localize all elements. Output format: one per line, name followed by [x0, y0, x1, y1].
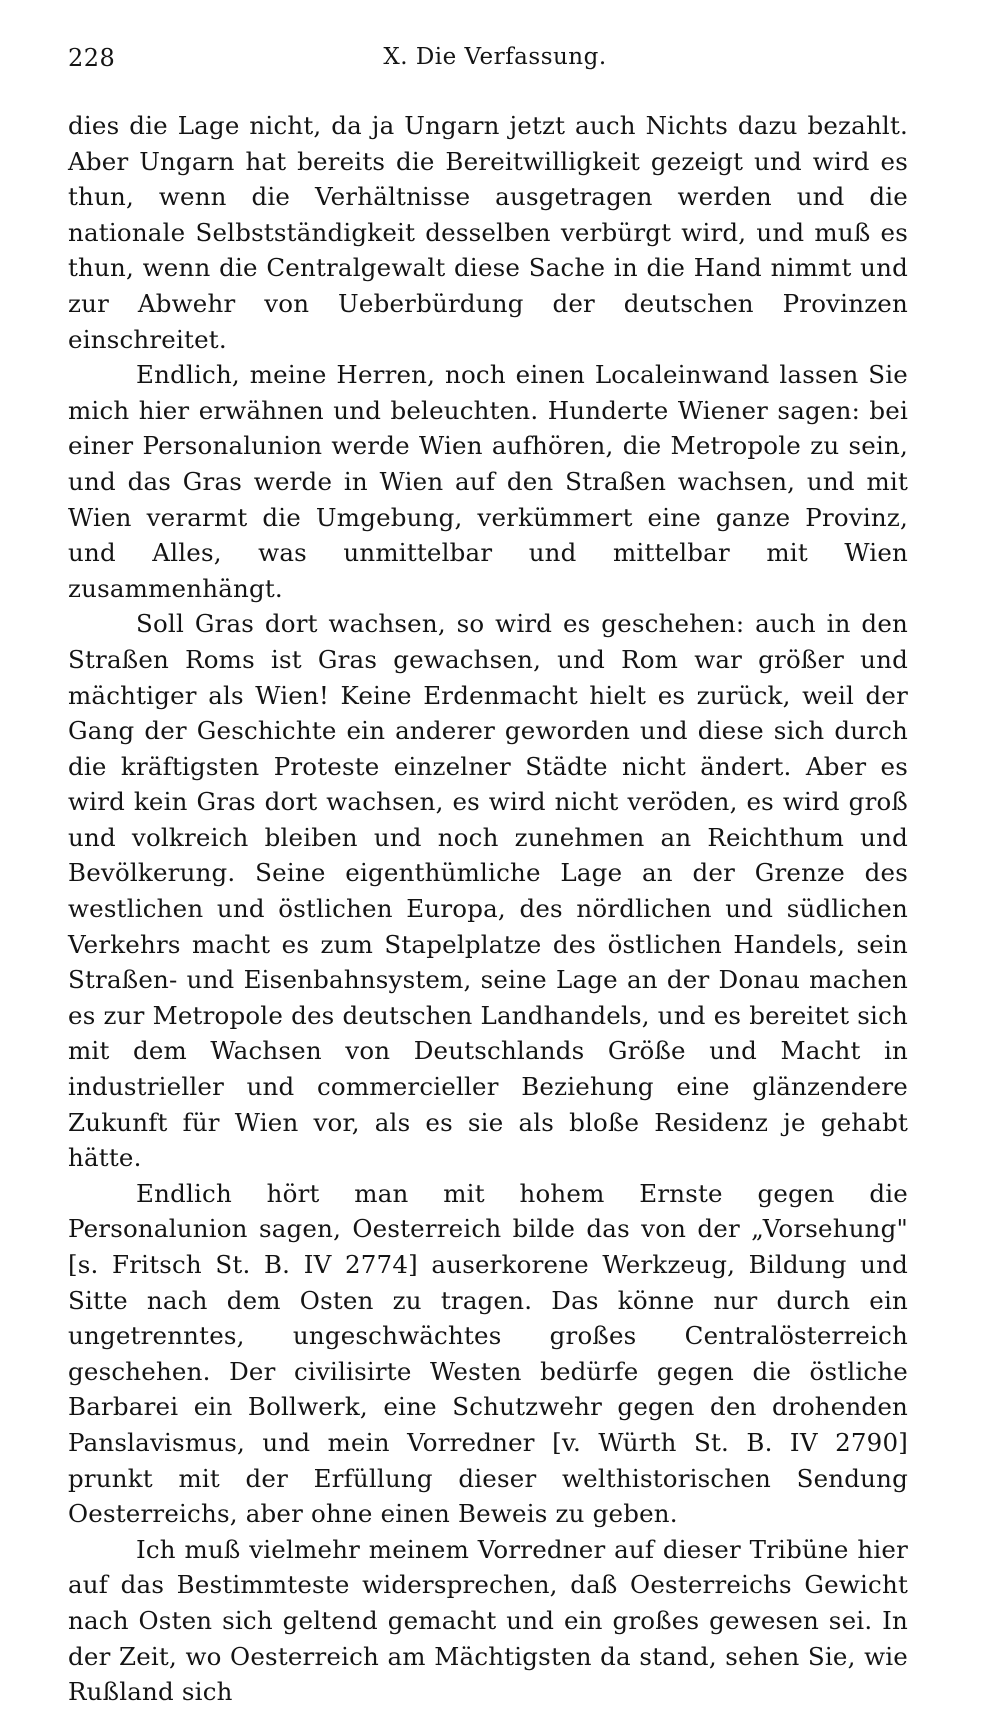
body-text	[68, 108, 908, 1710]
paragraph: Soll Gras dort wachsen, so wird es geschehen: auch in den Straßen Roms ist Gras gewachsen, und Rom war größer und mächtiger als Wien! Keine Erdenmacht hielt es zurück, weil der Gang der Geschichte ein anderer geworden und diese sich durch die kräftigsten Proteste einzelner Städte nicht ändert. Aber es wird kein Gras dort wachsen, es wird nicht veröden, es wird groß und volkreich bleiben und noch zunehmen an Reichthum und Bevölkerung. Seine eigenthümliche Lage an der Grenze des westlichen und östlichen Europa, des nördlichen und südlichen Verkehrs macht es zum Stapelplatze des östlichen Handels, sein Straßen- und Eisenbahnsystem, seine Lage an der Donau machen es zur Metropole des deutschen Landhandels, und es bereitet sich mit dem Wachsen von Deutschlands Größe und Macht in industrieller und commercieller Beziehung eine glänzendere Zukunft für Wien vor, als es sie als bloße Residenz je gehabt hätte.	[68, 609, 908, 1173]
paragraph: Ich muß vielmehr meinem Vorredner auf dieser Tribüne hier auf das Bestimmteste widersprechen, daß Oesterreichs Gewicht nach Osten sich geltend gemacht und ein großes gewesen sei. In der Zeit, wo Oesterreich am Mächtigsten da stand, sehen Sie, wie Rußland sich	[68, 1534, 908, 1707]
running-head: X. Die Verfassung.	[383, 44, 607, 70]
paragraph: Endlich, meine Herren, noch einen Localeinwand lassen Sie mich hier erwähnen und beleuchten. Hunderte Wiener sagen: bei einer Personalunion werde Wien aufhören, die Metropole zu sein, und das Gras werde in Wien auf den Straßen wachsen, und mit Wien verarmt die Umgebung, verkümmert eine ganze Provinz, und Alles, was unmittelbar und mittelbar mit Wien zusammenhängt.	[68, 360, 908, 603]
page-number: 228	[68, 44, 116, 72]
paragraph: dies die Lage nicht, da ja Ungarn jetzt auch Nichts dazu bezahlt. Aber Ungarn hat bereits die Bereitwilligkeit gezeigt und wird es thun, wenn die Verhältnisse ausgetragen werden und die nationale Selbstständigkeit desselben verbürgt wird, und muß es thun, wenn die Centralgewalt diese Sache in die Hand nimmt und zur Abwehr von Ueberbürdung der deutschen Provinzen einschreitet.	[68, 111, 908, 354]
paragraph: Endlich hört man mit hohem Ernste gegen die Personalunion sagen, Oesterreich bilde das von der „Vorsehung" [s. Fritsch St. B. IV 2774] auserkorene Werkzeug, Bildung und Sitte nach dem Osten zu tragen. Das könne nur durch ein ungetrenntes, ungeschwächtes großes Centralösterreich geschehen. Der civilisirte Westen bedürfe gegen die östliche Barbarei ein Bollwerk, eine Schutzwehr gegen den drohenden Panslavismus, und mein Vorredner [v. Würth St. B. IV 2790] prunkt mit der Erfüllung dieser welthistorischen Sendung Oesterreichs, aber ohne einen Beweis zu geben.	[68, 1178, 908, 1529]
